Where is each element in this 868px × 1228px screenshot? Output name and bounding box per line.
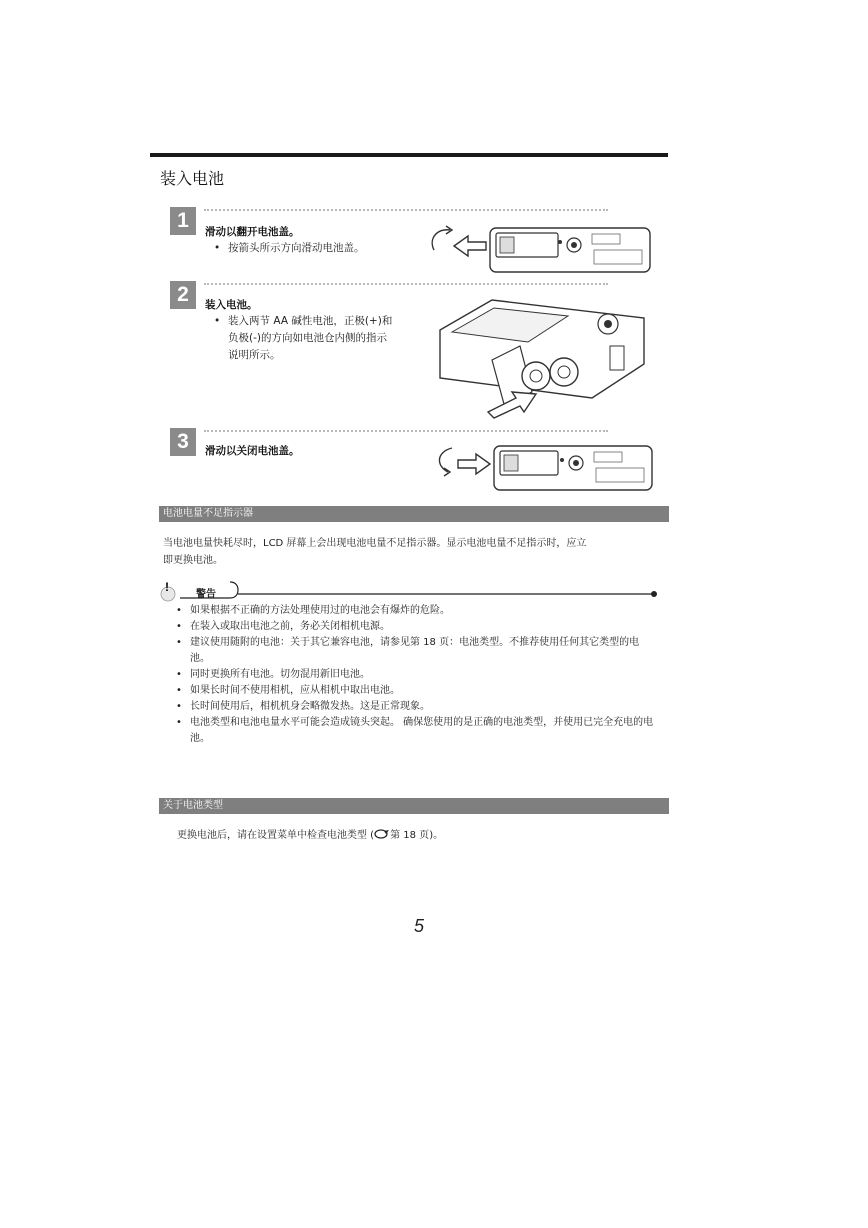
left-arrow-icon: [454, 236, 486, 256]
step-1-bullet: • 按箭头所示方向滑动电池盖。: [214, 242, 365, 254]
step-1-divider: [204, 209, 608, 211]
step-2-bullet-cont-1: 负极(-)的方向如电池仓内侧的指示: [228, 332, 387, 344]
step-3-number: 3: [170, 428, 196, 456]
battery-type-header: 关于电池类型: [159, 798, 669, 814]
step-1-title: 滑动以翻开电池盖。: [205, 226, 300, 238]
warning-item: • 如果长时间不使用相机，应从相机中取出电池。: [176, 683, 656, 699]
battery-type-text: 更换电池后，请在设置菜单中检查电池类型 ( 第 18 页)。: [177, 830, 444, 841]
page-reference-link[interactable]: 第 18 页: [390, 830, 430, 841]
warning-label: 警告: [196, 589, 216, 600]
page-title: 装入电池: [160, 169, 225, 188]
right-arrow-icon: [458, 454, 490, 474]
step-3-divider: [204, 430, 608, 432]
low-battery-text-line1: 当电池电量快耗尽时，LCD 屏幕上会出现电池电量不足指示器。显示电池电量不足指示时，应立: [163, 538, 587, 549]
low-battery-text-line2: 即更换电池。: [163, 555, 223, 566]
camera-slide-close-illustration: [430, 440, 656, 496]
svg-text:!: !: [165, 580, 169, 594]
warning-item: • 长时间使用后，相机机身会略微发热。这是正常现象。: [176, 699, 656, 715]
warning-banner: [160, 578, 660, 604]
warning-item: • 电池类型和电池电量水平可能会造成镜头突起。 确保您使用的是正确的电池类型，并使用已完全充电的电池。: [176, 715, 656, 747]
camera-slide-open-illustration: [424, 220, 656, 280]
warning-item: • 建议使用随附的电池：关于其它兼容电池，请参见第 18 页：电池类型。不推荐使用任何其它类型的电池。: [176, 635, 656, 667]
step-3-title: 滑动以关闭电池盖。: [205, 445, 300, 457]
warning-item: • 在装入或取出电池之前，务必关闭相机电源。: [176, 619, 656, 635]
step-2-bullet: • 装入两节 AA 碱性电池，正极(+)和: [214, 315, 393, 327]
warning-list: [176, 603, 656, 747]
step-2-title: 装入电池。: [205, 299, 258, 311]
low-battery-header: 电池电量不足指示器: [159, 506, 669, 522]
step-2-number: 2: [170, 281, 196, 309]
top-rule: [150, 153, 668, 157]
step-1-number: 1: [170, 207, 196, 235]
page-number: 5: [414, 916, 425, 936]
page-reference-icon: [374, 828, 390, 838]
step-2-divider: [204, 283, 608, 285]
step-2-bullet-cont-2: 说明所示。: [228, 349, 281, 361]
warning-item: • 同时更换所有电池。切勿混用新旧电池。: [176, 667, 656, 683]
warning-item: • 如果根据不正确的方法处理使用过的电池会有爆炸的危险。: [176, 603, 656, 619]
battery-insertion-illustration: [432, 294, 654, 420]
